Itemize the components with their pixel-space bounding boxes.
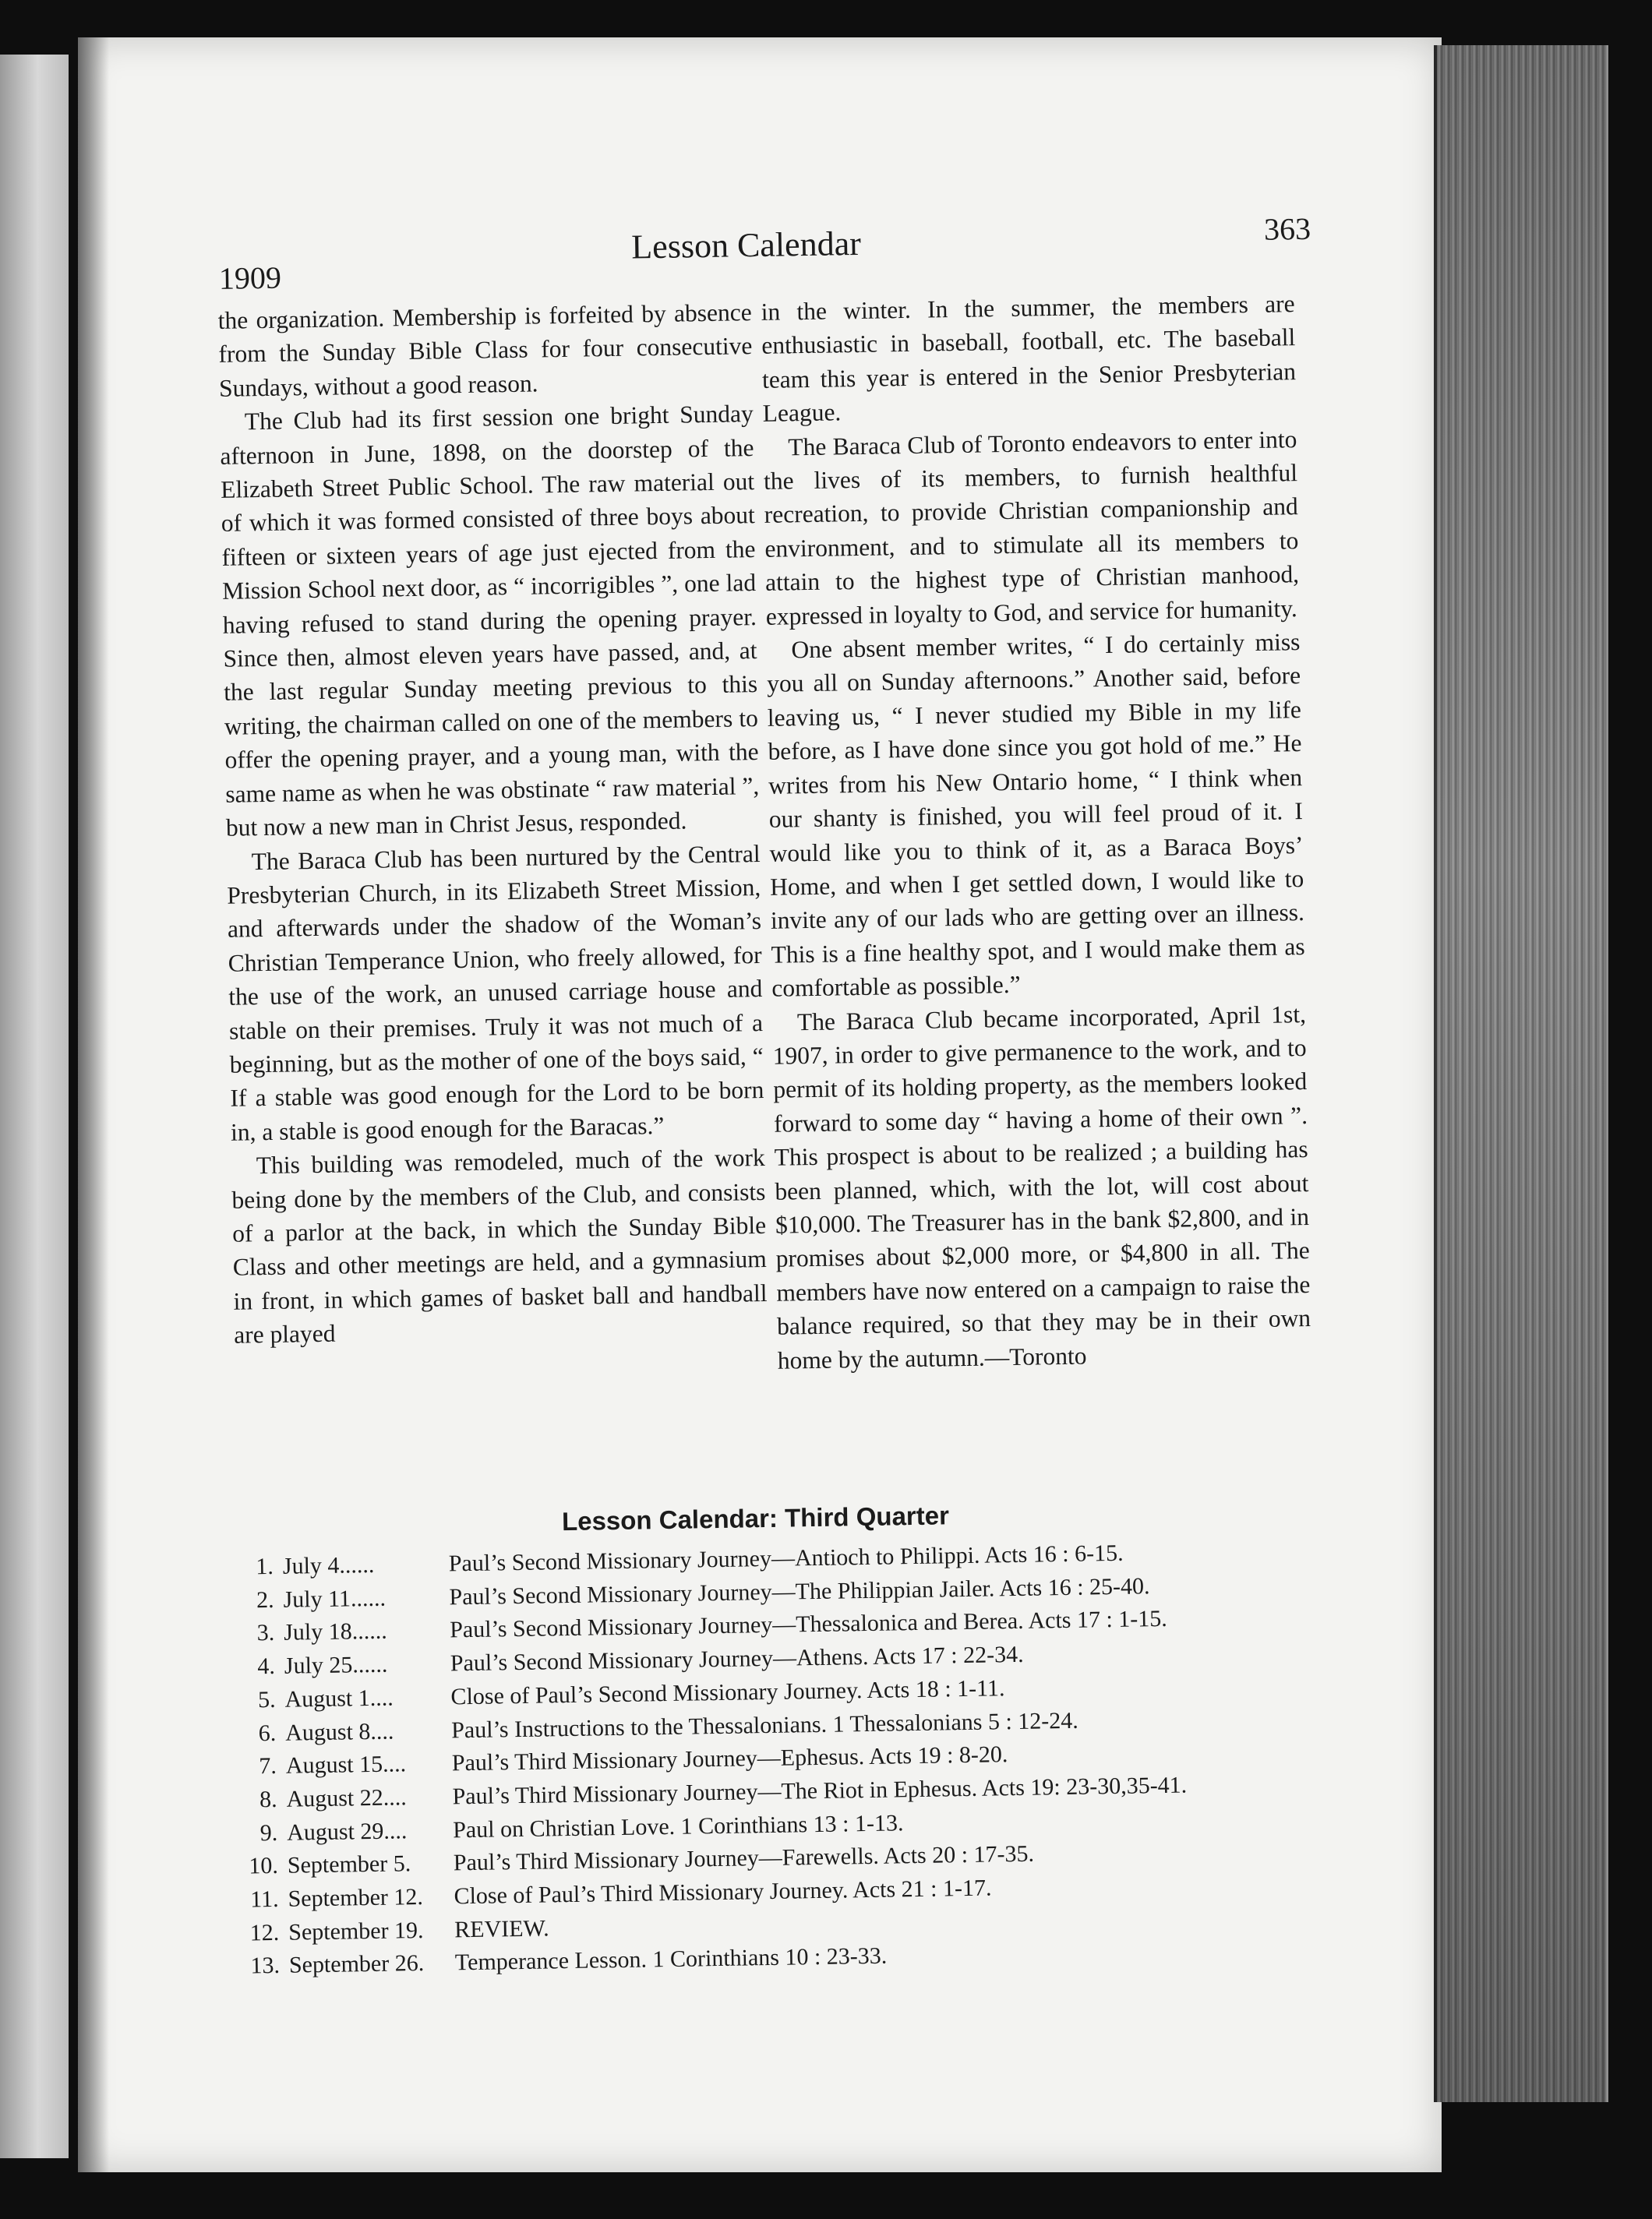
facing-page-edge (0, 55, 69, 2158)
right-column (761, 287, 1311, 1378)
paragraph: the organization. Membership is forfeited by absence from the Sunday Bible Class for four consecutive Sundays, without a good reason. (217, 298, 753, 402)
lesson-number: 6. (258, 1720, 277, 1746)
lesson-title: REVIEW. (454, 1915, 549, 1943)
lesson-title: Paul’s Third Missionary Journey—Ephesus. Acts 19 : 8-20. (451, 1741, 1008, 1776)
lesson-number: 5. (257, 1686, 276, 1713)
page-number: 363 (1263, 210, 1311, 247)
lesson-number: 10. (249, 1853, 279, 1879)
lesson-date: August 8.... (284, 1718, 394, 1746)
lesson-title: Paul’s Third Missionary Journey—The Riot in Ephesus. Acts 19: 23-30,35-41. (452, 1772, 1188, 1810)
lesson-title: Paul’s Second Missionary Journey—Athens. Acts 17 : 22-34. (450, 1641, 1024, 1677)
lesson-number: 4. (257, 1653, 276, 1680)
paragraph: This building was remodeled, much of the work being done by the members of the Club, and consists of a parlor at the back, in which the Sunday Bible Class and other meetings are held, and a gymnasium in front, in which games of basket ball and handball are played (231, 1144, 768, 1349)
lesson-title: Temperance Lesson. 1 Corinthians 10 : 23-33. (454, 1943, 888, 1976)
lesson-number: 7. (259, 1753, 277, 1780)
lesson-number: 8. (259, 1786, 277, 1813)
lesson-date: July 4...... (282, 1551, 375, 1579)
lesson-number: 2. (256, 1586, 274, 1613)
lesson-title: Paul’s Second Missionary Journey—Thessalonica and Berea. Acts 17 : 1-15. (449, 1606, 1168, 1643)
running-title: Lesson Calendar (630, 224, 862, 266)
paragraph: One absent member writes, “ I do certainly miss you all on Sunday afternoons.” Another said, before leaving us, “ I never studied my Bible in my life before, as I have done since you got hold of me.” He writes from his New Ontario home, “ I think when our shanty is finished, you will feel proud of it. I would like you to think of it, as a Baraca Boys’ Home, and when I get settled down, I would like to invite any of our lads who are getting over an illness. This is a fine healthy spot, and I would make them as comfortable as possible.” (766, 628, 1305, 1002)
lesson-title: Paul’s Second Missionary Journey—The Philippian Jailer. Acts 16 : 25-40. (449, 1572, 1150, 1610)
paragraph: The Club had its first session one bright Sunday afternoon in June, 1898, on the doorstep of the Elizabeth Street Public School. The raw material out of which it was formed consisted of three boys about fifteen or sixteen years of age just ejected from the Mission School next door, as “ incorrigibles ”, one lad having refused to stand during the opening prayer. Since then, almost eleven years have passed, and, at the last regular Sunday meeting previous to this writing, the chairman called on one of the members to offer the opening prayer, and a young man, with the same name as when he was obstinate “ raw material ”, but now a new man in Christ Jesus, responded. (220, 400, 760, 841)
page-content (210, 210, 1344, 1984)
lesson-number: 12. (249, 1919, 280, 1946)
lesson-number: 9. (259, 1819, 278, 1846)
lesson-date: August 29.... (286, 1817, 408, 1846)
lesson-date: July 11...... (283, 1585, 387, 1613)
lesson-date: August 1.... (284, 1685, 394, 1713)
lesson-date: August 15.... (285, 1751, 407, 1779)
lesson-date: September 26. (288, 1950, 425, 1979)
lesson-title: Paul’s Instructions to the Thessalonians. 1 Thessalonians 5 : 12-24. (450, 1707, 1079, 1743)
page-gutter-shadow (78, 37, 109, 2172)
lesson-number: 11. (249, 1886, 279, 1913)
lesson-date: July 18...... (283, 1618, 387, 1646)
calendar-title: Lesson Calendar: Third Quarter (561, 1501, 950, 1536)
lesson-date: August 22.... (286, 1784, 407, 1812)
paragraph: in the winter. In the summer, the members are enthusiastic in baseball, football, etc. The baseball team this year is entered in the Senior Presbyterian League. (761, 290, 1297, 428)
lesson-title: Paul on Christian Love. 1 Corinthians 13 : 1-13. (452, 1809, 904, 1843)
lesson-date: July 25...... (284, 1651, 388, 1679)
lesson-number: 1. (256, 1553, 274, 1580)
lesson-title: Close of Paul’s Second Missionary Journey. Acts 18 : 1-11. (450, 1675, 1005, 1710)
lesson-title: Paul’s Second Missionary Journey—Antioch to Philippi. Acts 16 : 6-15. (448, 1540, 1124, 1577)
lesson-number: 3. (256, 1620, 275, 1646)
lesson-number: 13. (250, 1953, 281, 1979)
lesson-title: Close of Paul’s Third Missionary Journey. Acts 21 : 1-17. (454, 1875, 992, 1910)
lesson-title: Paul’s Third Missionary Journey—Farewells. Acts 20 : 17-35. (453, 1840, 1035, 1876)
left-column (217, 295, 768, 1352)
lesson-date: September 19. (288, 1917, 424, 1946)
lesson-date: September 12. (288, 1884, 424, 1912)
paragraph: The Baraca Club has been nurtured by the Central Presbyterian Church, in its Elizabeth Street Mission, and afterwards under the shadow of the Woman’s Christian Temperance Union, who freely allowed, for the use of the work, an unused carriage house and stable on their premises. Truly it was not much of a beginning, but as the mother of one of the boys said, “ If a stable was good enough for the Lord to be born in, a stable is good enough for the Baracas.” (227, 839, 764, 1146)
paragraph: The Baraca Club of Toronto endeavors to enter into the lives of its members, to furnish healthful recreation, to provide Christian companionship and environment, and to stimulate all its members to attain to the highest type of Christian manhood, expressed in loyalty to God, and service for humanity. (763, 425, 1300, 630)
page-year: 1909 (218, 259, 282, 296)
lesson-calendar-list (231, 1533, 1345, 1983)
paragraph: The Baraca Club became incorporated, April 1st, 1907, in order to give permanence to the work, and to permit of its holding property, as the members looked forward to some day “ having a home of their own ”. This prospect is about to be realized ; a building has been planned, which, with the lot, will cost about $10,000. The Treasurer has in the bank $2,800, and in promises about $2,000 more, or $4,800 in all. The members have now entered on a campaign to raise the balance required, so that they may be in their own home by the autumn.—Toronto (772, 1000, 1311, 1374)
article-body (211, 287, 1336, 1508)
lesson-date: September 5. (287, 1850, 411, 1879)
